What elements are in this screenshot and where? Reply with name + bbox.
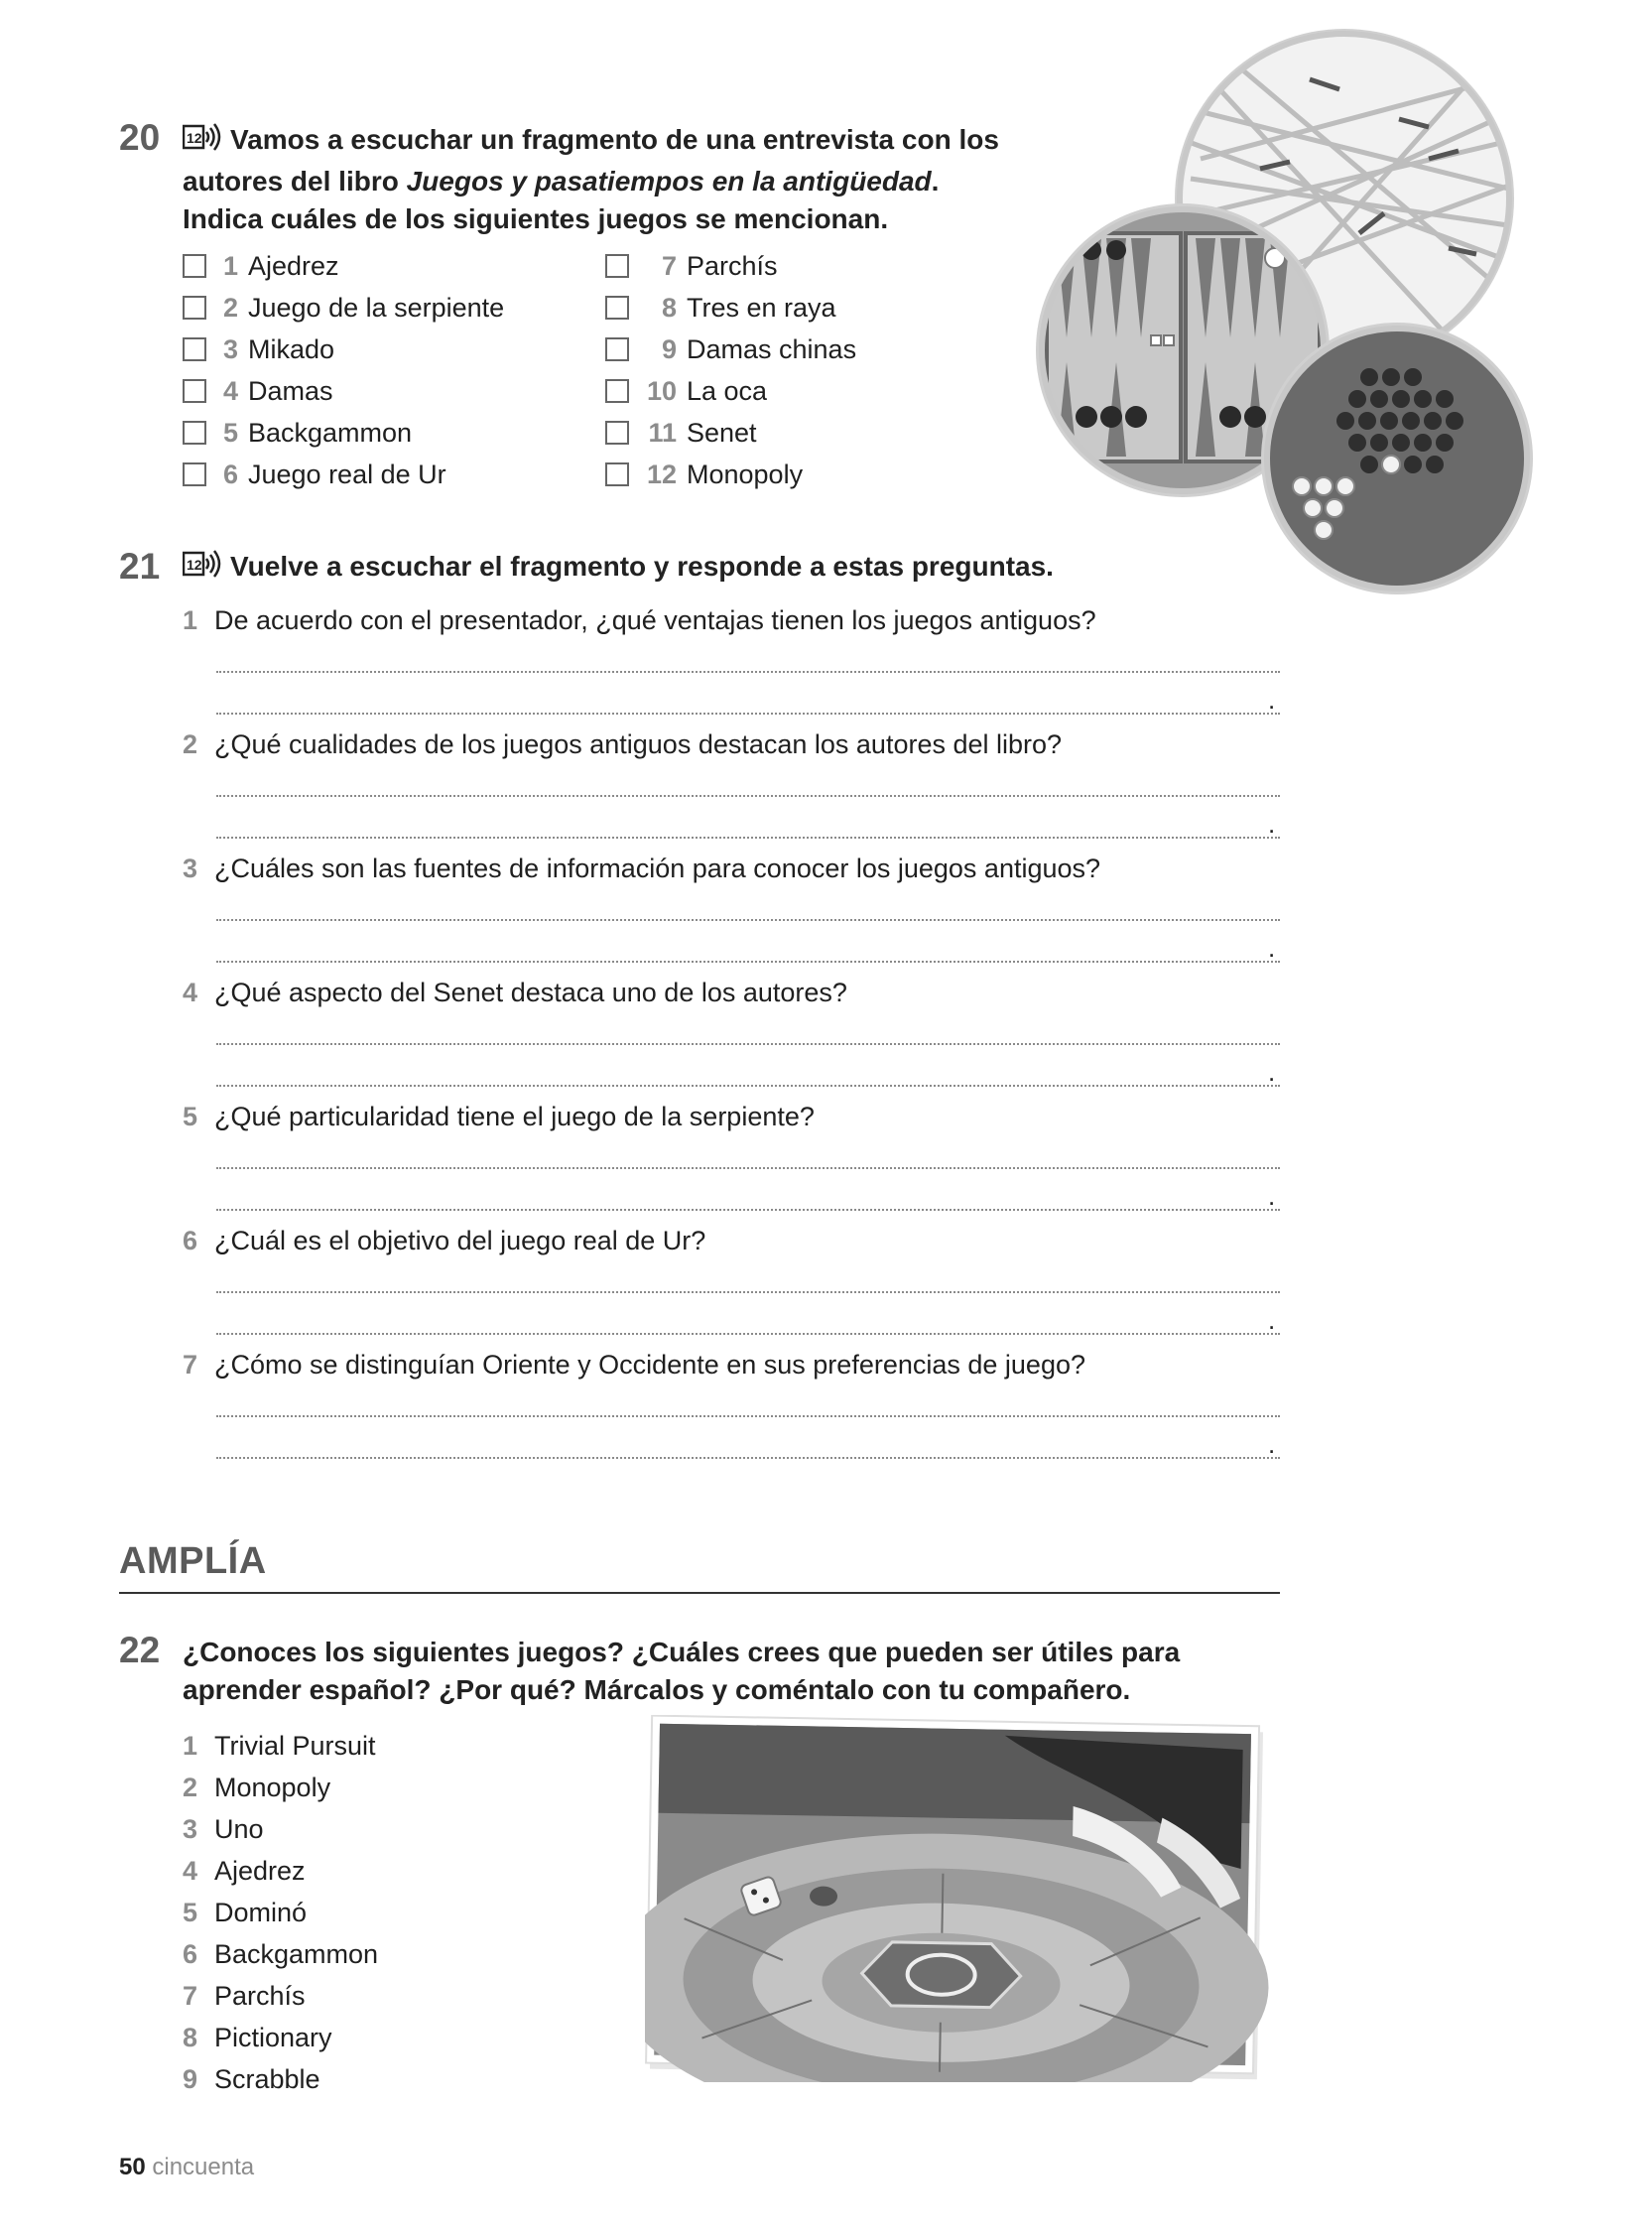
instruction-line-2: aprender español? ¿Por qué? Márcalos y coméntalo con tu compañero. xyxy=(183,1674,1131,1705)
exercise-number-20: 20 xyxy=(119,117,161,158)
question-number: 4 xyxy=(183,978,198,1007)
checkbox[interactable] xyxy=(183,421,206,445)
answer-line[interactable] xyxy=(216,671,1280,673)
question-number: 1 xyxy=(183,605,198,635)
question-text: De acuerdo con el presentador, ¿qué ventajas tienen los juegos antiguos? xyxy=(214,605,1096,635)
checklist-col-2 xyxy=(605,245,923,495)
answer-line[interactable] xyxy=(216,713,1280,715)
item-number: 5 xyxy=(222,417,238,448)
checkbox[interactable] xyxy=(183,462,206,486)
answer-period: . xyxy=(1268,1305,1276,1335)
book-title: Juegos y pasatiempos en la antigüedad xyxy=(406,166,932,197)
checkbox[interactable] xyxy=(183,337,206,361)
checkbox[interactable] xyxy=(183,254,206,278)
exercise-number-21: 21 xyxy=(119,546,161,587)
exercise-number-22: 22 xyxy=(119,1630,161,1670)
answer-period: . xyxy=(1268,1181,1276,1211)
checkbox[interactable] xyxy=(605,379,629,403)
item-label: Damas xyxy=(248,375,333,406)
checkbox[interactable] xyxy=(183,296,206,320)
checklist-item[interactable] xyxy=(605,287,923,329)
item-label: Scrabble xyxy=(214,2064,320,2094)
list-item xyxy=(183,1767,599,1808)
item-number: 1 xyxy=(222,250,238,281)
question-text: ¿Qué particularidad tiene el juego de la serpiente? xyxy=(214,1102,815,1131)
checklist-item[interactable] xyxy=(605,370,923,412)
page-number: 50 xyxy=(119,2154,146,2180)
item-label: Juego de la serpiente xyxy=(248,292,505,323)
instruction-text: Vuelve a escuchar el fragmento y responde a estas preguntas. xyxy=(230,551,1054,582)
item-label: Ajedrez xyxy=(214,1856,306,1886)
games-list xyxy=(183,1725,599,2100)
answer-line[interactable] xyxy=(216,1043,1280,1045)
item-label: Juego real de Ur xyxy=(248,459,446,489)
question-text: ¿Qué cualidades de los juegos antiguos destacan los autores del libro? xyxy=(214,729,1063,759)
checklist-item[interactable] xyxy=(183,454,579,495)
game-photos-collage xyxy=(933,20,1548,605)
answer-line[interactable] xyxy=(216,1167,1280,1169)
chinese-checkers-photo xyxy=(1260,323,1538,600)
checklist-item[interactable] xyxy=(183,370,579,412)
list-item xyxy=(183,1808,599,1850)
item-number: 12 xyxy=(646,459,677,489)
checklist-item[interactable] xyxy=(605,412,923,454)
answer-period: . xyxy=(1268,933,1276,963)
list-item xyxy=(183,1975,599,2017)
question-number: 6 xyxy=(183,1226,198,1255)
question-2 xyxy=(183,729,1062,760)
item-number: 6 xyxy=(222,459,238,489)
question-3 xyxy=(183,854,1100,884)
item-number: 3 xyxy=(183,1814,198,1844)
page-footer xyxy=(119,2154,254,2181)
question-5 xyxy=(183,1102,815,1132)
item-number: 3 xyxy=(222,333,238,364)
answer-line[interactable] xyxy=(216,919,1280,921)
question-text: ¿Cuáles son las fuentes de información para conocer los juegos antiguos? xyxy=(214,854,1101,883)
list-item xyxy=(183,1725,599,1767)
answer-line[interactable] xyxy=(216,1085,1280,1087)
item-number: 4 xyxy=(222,375,238,406)
item-label: La oca xyxy=(687,375,768,406)
answer-line[interactable] xyxy=(216,1333,1280,1335)
checkbox[interactable] xyxy=(605,462,629,486)
checklist-item[interactable] xyxy=(183,287,579,329)
checklist-item[interactable] xyxy=(183,412,579,454)
item-number: 2 xyxy=(183,1773,198,1802)
question-text: ¿Cómo se distinguían Oriente y Occidente en sus preferencias de juego? xyxy=(214,1350,1085,1380)
question-text: ¿Cuál es el objetivo del juego real de Ur? xyxy=(214,1226,706,1255)
item-label: Damas chinas xyxy=(687,333,857,364)
item-label: Monopoly xyxy=(214,1773,331,1802)
item-label: Parchís xyxy=(687,250,778,281)
item-label: Backgammon xyxy=(248,417,413,448)
checklist-item[interactable] xyxy=(605,245,923,287)
section-divider xyxy=(119,1592,1280,1594)
page-number-word: cincuenta xyxy=(152,2154,255,2180)
instruction-line-2-end: . xyxy=(931,166,940,197)
answer-period: . xyxy=(1268,1429,1276,1459)
item-number: 2 xyxy=(222,292,238,323)
list-item xyxy=(183,1850,599,1892)
item-number: 9 xyxy=(183,2064,198,2094)
item-label: Trivial Pursuit xyxy=(214,1731,376,1761)
question-number: 7 xyxy=(183,1350,198,1380)
answer-line[interactable] xyxy=(216,1457,1280,1459)
question-4 xyxy=(183,978,847,1008)
checklist-col-1 xyxy=(183,245,579,495)
answer-period: . xyxy=(1268,1057,1276,1087)
answer-line[interactable] xyxy=(216,1209,1280,1211)
checkbox[interactable] xyxy=(605,296,629,320)
list-item xyxy=(183,1933,599,1975)
question-number: 3 xyxy=(183,854,198,883)
item-number: 11 xyxy=(648,417,677,448)
board-game-photo xyxy=(645,1715,1270,2082)
item-label: Backgammon xyxy=(214,1939,379,1969)
item-number: 9 xyxy=(661,333,677,364)
answer-line[interactable] xyxy=(216,1291,1280,1293)
answer-line[interactable] xyxy=(216,837,1280,839)
answer-line[interactable] xyxy=(216,1415,1280,1417)
answer-period: . xyxy=(1268,809,1276,839)
item-label: Pictionary xyxy=(214,2023,332,2052)
checklist-item[interactable] xyxy=(605,454,923,495)
checkbox[interactable] xyxy=(183,379,206,403)
item-label: Monopoly xyxy=(687,459,804,489)
exercise-22-instruction xyxy=(183,1634,1274,1709)
item-label: Parchís xyxy=(214,1981,306,2011)
checklist-item[interactable] xyxy=(605,329,923,370)
question-1 xyxy=(183,605,1096,636)
svg-text:12: 12 xyxy=(187,130,202,146)
item-label: Tres en raya xyxy=(687,292,836,323)
answer-line[interactable] xyxy=(216,795,1280,797)
answer-line[interactable] xyxy=(216,961,1280,963)
question-7 xyxy=(183,1350,1085,1381)
item-number: 8 xyxy=(183,2023,198,2052)
checklist-item[interactable] xyxy=(183,329,579,370)
instruction-line-2-start: autores del libro xyxy=(183,166,407,197)
list-item xyxy=(183,2017,599,2058)
item-number: 7 xyxy=(183,1981,198,2011)
question-6 xyxy=(183,1226,705,1256)
question-text: ¿Qué aspecto del Senet destaca uno de los autores? xyxy=(214,978,847,1007)
exercise-21-instruction xyxy=(183,548,1175,590)
checkbox[interactable] xyxy=(605,337,629,361)
item-label: Dominó xyxy=(214,1898,308,1927)
item-label: Ajedrez xyxy=(248,250,339,281)
instruction-line-1: Vamos a escuchar un fragmento de una entrevista con los xyxy=(230,124,999,155)
item-label: Mikado xyxy=(248,333,335,364)
instruction-line-3: Indica cuáles de los siguientes juegos se mencionan. xyxy=(183,203,889,234)
item-number: 5 xyxy=(183,1898,198,1927)
checklist-item[interactable] xyxy=(183,245,579,287)
item-number: 10 xyxy=(646,375,677,406)
audio-track-icon[interactable] xyxy=(183,550,224,590)
checkbox[interactable] xyxy=(605,254,629,278)
answer-period: . xyxy=(1268,685,1276,715)
item-number: 7 xyxy=(661,250,677,281)
section-title: AMPLÍA xyxy=(119,1540,267,1582)
question-number: 5 xyxy=(183,1102,198,1131)
list-item xyxy=(183,1892,599,1933)
item-number: 1 xyxy=(183,1731,198,1761)
svg-text:12: 12 xyxy=(187,557,202,573)
question-number: 2 xyxy=(183,729,198,759)
audio-track-icon[interactable] xyxy=(183,123,224,163)
list-item xyxy=(183,2058,599,2100)
item-label: Uno xyxy=(214,1814,264,1844)
instruction-line-1: ¿Conoces los siguientes juegos? ¿Cuáles crees que pueden ser útiles para xyxy=(183,1637,1181,1667)
checkbox[interactable] xyxy=(605,421,629,445)
item-number: 8 xyxy=(661,292,677,323)
item-number: 6 xyxy=(183,1939,198,1969)
item-label: Senet xyxy=(687,417,757,448)
item-number: 4 xyxy=(183,1856,198,1886)
